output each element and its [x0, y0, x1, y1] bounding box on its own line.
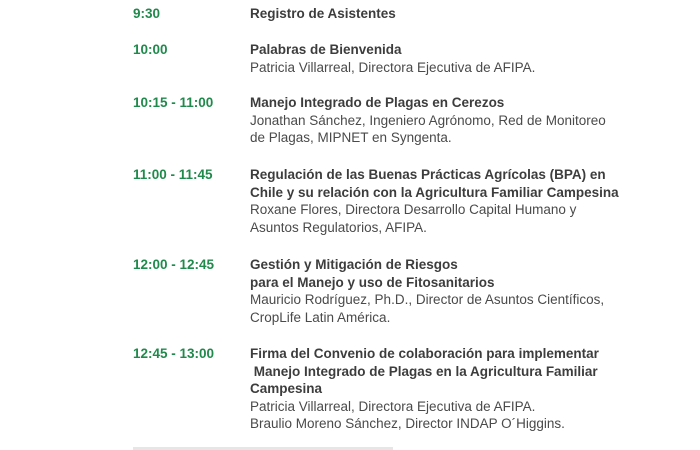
agenda-title-line: Chile y su relación con la Agricultura Familiar Campesina: [250, 184, 619, 200]
agenda-speaker-line: de Plagas, MIPNET en Syngenta.: [250, 130, 452, 145]
agenda-speaker-line: Braulio Moreno Sánchez, Director INDAP O´Higgins.: [250, 416, 565, 431]
agenda-time: 10:00: [133, 42, 168, 57]
agenda-title-line: Firma del Convenio de colaboración para implementar: [250, 346, 599, 361]
agenda-content: [250, 5, 690, 23]
agenda-title-line: Palabras de Bienvenida: [250, 42, 402, 57]
agenda-speaker-line: CropLife Latin América.: [250, 309, 391, 325]
agenda-time: 9:30: [133, 6, 161, 21]
agenda-title-line: Registro de Asistentes: [250, 6, 396, 21]
agenda-content: [250, 166, 690, 236]
agenda-speaker-line: Patricia Villarreal, Directora Ejecutiva de AFIPA.: [250, 398, 536, 414]
agenda-speaker-line: Asuntos Regulatorios, AFIPA.: [250, 219, 427, 235]
agenda-time: 11:00 - 11:45: [133, 167, 213, 182]
agenda-content: [250, 345, 690, 433]
agenda-content: [250, 41, 690, 76]
agenda-content: [250, 94, 690, 147]
agenda-title-line: Gestión y Mitigación de Riesgos: [250, 257, 458, 272]
agenda-speaker-line: Jonathan Sánchez, Ingeniero Agrónomo, Red de Monitoreo: [250, 112, 606, 128]
agenda-title-line: Manejo Integrado de Plagas en Cerezos: [250, 95, 505, 110]
agenda-time: 10:15 - 11:00: [133, 95, 214, 110]
agenda-time: 12:00 - 12:45: [133, 257, 215, 272]
agenda-content: [250, 256, 690, 326]
agenda-speaker-line: Mauricio Rodríguez, Ph.D., Director de Asuntos Científicos,: [250, 292, 605, 307]
agenda-title-line: Regulación de las Buenas Prácticas Agrícolas (BPA) en: [250, 167, 606, 182]
agenda-title-line: Campesina: [250, 381, 323, 396]
agenda-title-line: para el Manejo y uso de Fitosanitarios: [250, 274, 495, 290]
agenda-speaker-line: Patricia Villarreal, Directora Ejecutiva de AFIPA.: [250, 59, 536, 75]
agenda-time: 12:45 - 13:00: [133, 346, 215, 361]
agenda-speaker-line: Roxane Flores, Directora Desarrollo Capital Humano y: [250, 202, 577, 217]
agenda-title-line: Manejo Integrado de Plagas en la Agricultura Familiar: [250, 363, 598, 379]
